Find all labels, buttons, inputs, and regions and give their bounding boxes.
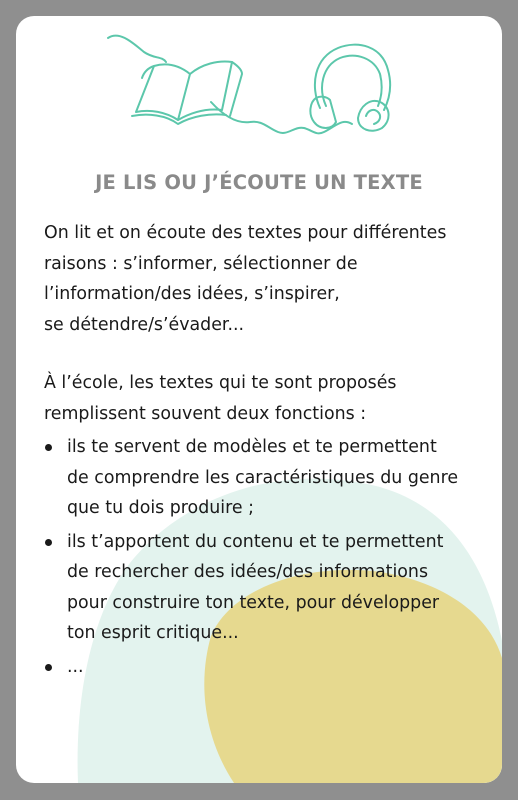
- intro-line: raisons : s’informer, sélectionner de: [44, 253, 358, 274]
- list-item-line: ils te servent de modèles et te permettent: [67, 437, 437, 457]
- list-item-line: ton esprit critique...: [67, 623, 239, 643]
- intro-paragraph: [44, 218, 484, 340]
- intro-line: On lit et on écoute des textes pour différentes: [44, 223, 447, 243]
- list-item-line: ils t’apportent du contenu et te permettent: [67, 531, 444, 552]
- card-title: JE LIS OU J’ÉCOUTE UN TEXTE: [95, 171, 423, 194]
- open-book-icon: [132, 62, 242, 125]
- list-item: [44, 432, 484, 524]
- list-item-line: de comprendre les caractéristiques du genre: [67, 467, 459, 488]
- card-content: [44, 218, 484, 685]
- intro-line: l’information/des idées, s’inspirer,: [44, 284, 340, 304]
- intro-line: se détendre/s’évader...: [44, 314, 245, 335]
- headphones-icon: [310, 45, 390, 131]
- school-line: À l’école, les textes qui te sont proposés: [44, 373, 397, 393]
- header-illustration: [16, 16, 502, 156]
- list-item: [44, 527, 484, 649]
- list-item-line: de rechercher des idées/des informations: [67, 562, 429, 582]
- info-card: [16, 16, 502, 783]
- list-item-line: ...: [67, 656, 84, 677]
- list-item-line: que tu dois produire ;: [67, 498, 254, 518]
- functions-list: [44, 432, 484, 682]
- list-item: [44, 652, 484, 683]
- school-line: remplissent souvent deux fonctions :: [44, 403, 367, 424]
- list-item-line: pour construire ton texte, pour développer: [67, 592, 440, 613]
- school-paragraph: [44, 368, 484, 429]
